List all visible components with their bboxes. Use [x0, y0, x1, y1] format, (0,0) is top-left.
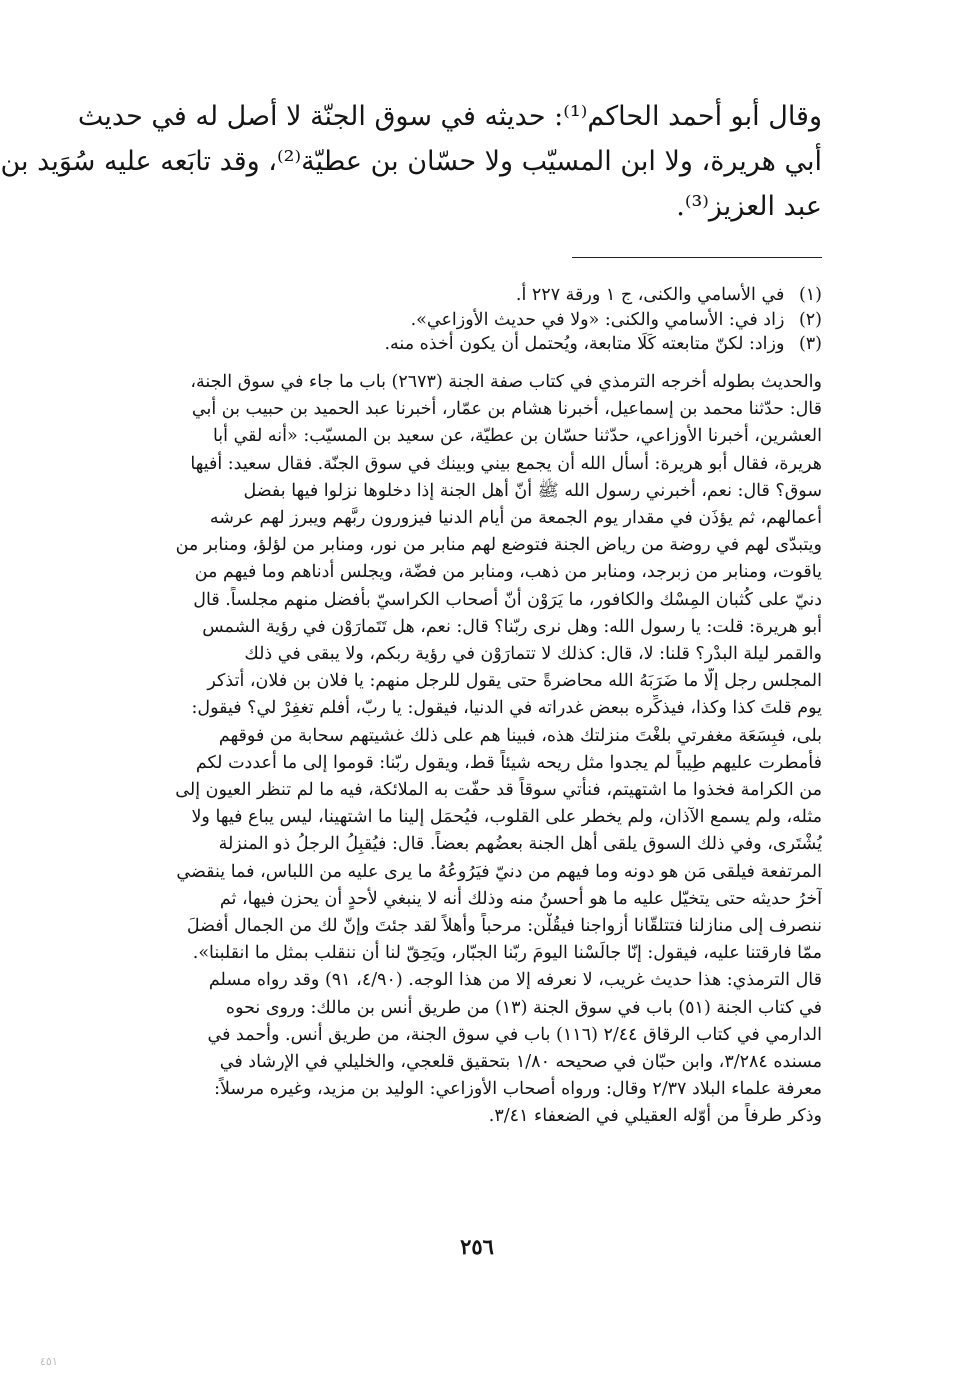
main-paragraph — [0, 94, 822, 229]
footnotes — [108, 283, 822, 357]
margin-mark: ٤٥١ — [40, 1355, 58, 1368]
main-line: عبد العزيز⁽³⁾. — [676, 191, 822, 222]
body-line: الدارمي في كتاب الرقاق ٢/٤٤ (١١٦) باب في سوق الجنة، من طريق أنس. وأحمد في — [207, 1024, 822, 1045]
footnote-number: (١) — [798, 285, 822, 305]
footnote-text: زاد في: الأسامي والكنى: «ولا في حديث الأوزاعي». — [410, 309, 785, 330]
body-line: المرتفعة فيلقى مَن هو دونه وما فيهم من دنيّ فيَرُوعُهُ ما يرى عليه من اللباس، فما ينقضي — [176, 861, 822, 882]
footnote-text: في الأسامي والكنى، ج ١ ورقة ٢٢٧ أ. — [515, 285, 785, 305]
footnote-number: (٣) — [798, 334, 822, 354]
footnote-2 — [108, 308, 822, 333]
footnote-text: وزاد: لكنّ متابعته كَلَا متابعة، ويُحتمل أن يكون أخذه منه. — [384, 334, 785, 354]
hadith-note-paragraph — [108, 369, 822, 1131]
body-line: فأمطرت عليهم طِيباً لم يجدوا مثل ريحه شيئاً قط، ويقول ربّنا: قوموا إلى ما أعددت لكم — [195, 752, 822, 773]
body-line: ياقوت، ومنابر من زبرجد، ومنابر من ذهب، ومنابر من فضّة، ويجلس أدناهم وما فيهم من — [194, 562, 822, 583]
body-line: يوم قلتَ كذا وكذا، فيذكِّره ببعض غدراته في الدنيا، فيقول: يا ربّ، أفلم تغفِرْ لي؟ فيقول: — [191, 698, 822, 719]
body-line: قال الترمذي: هذا حديث غريب، لا نعرفه إلا من هذا الوجه. (٤/٩٠، ٩١) وقد رواه مسلم — [208, 970, 822, 991]
body-line: في كتاب الجنة (٥١) باب في سوق الجنة (١٣) من طريق أنس بن مالك: وروى نحوه — [225, 997, 822, 1018]
body-line: مثله، ولم يسمع الآذان، ولم يخطر على القلوب، فيُحمَل إلينا ما اشتهينا، ليس يباع فيها ولا — [191, 807, 822, 828]
footnote-3 — [108, 332, 822, 357]
body-line: والحديث بطوله أخرجه الترمذي في كتاب صفة الجنة (٢٦٧٣) باب ما جاء في سوق الجنة، — [190, 372, 822, 392]
body-line: من الكرامة فخذوا ما اشتهيتم، فنأتي سوقاً قد حفّت به الملائكة، فيه ما لم تنظر العيون إلى — [175, 780, 822, 801]
footnote-number: (٢) — [798, 309, 822, 330]
body-line: العشرين، أخبرنا الأوزاعي، حدّثنا حسّان بن عطيّة، عن سعيد بن المسيّب: «أنه لقي أبا — [212, 426, 822, 447]
body-line: بلى، فبِسَعَة مغفرتي بلغْتَ منزلتك هذه، فبينا هم على ذلك غشيتهم سحابة من فوقهم — [218, 725, 822, 746]
body-line: ممّا فارقتنا عليه، فيقول: إنّا جالَسْنا اليومَ ربّنا الجبّار، ويَحِقّ لنا أن ننقلب بمثل ما انقلبنا». — [192, 943, 822, 964]
body-line: يُشْتَرى، وفي ذلك السوق يلقى أهل الجنة بعضُهم بعضاً. قال: فيُقبِلُ الرجلُ ذو المنزلة — [218, 834, 822, 855]
body-line: هريرة، فقال أبو هريرة: أسأل الله أن يجمع بيني وبينك في سوق الجنّة. فقال سعيد: أفيها — [190, 453, 822, 474]
body-line: ننصرف إلى منازلنا فتتلقّانا أزواجنا فيقُلْن: مرحباً وأهلاً لقد جئتَ وإنّ لك من الجمال أفضلَ — [186, 916, 822, 937]
body-line: المجلس رجل إلّا ما ضَرَبَهُ الله محاضرةً حتى يقول للرجل منهم: يا فلان بن فلان، أتذكر — [207, 671, 822, 692]
body-line: وذكر طرفاً من أوّله العقيلي في الضعفاء ٣/٤١. — [488, 1106, 822, 1127]
body-line: آخرُ حديثه حتى يتخيّل عليه ما هو أحسنُ منه وذلك أنه لا ينبغي لأحدٍ أن يحزن فيها، ثم — [219, 888, 822, 909]
page-number: ٢٥٦ — [460, 1234, 494, 1259]
body-line: قال: حدّثنا محمد بن إسماعيل، أخبرنا هشام بن عمّار، أخبرنا عبد الحميد بن حبيب بن أبي — [191, 399, 822, 420]
body-line: والقمر ليلة البدْر؟ قلنا: لا، قال: كذلك لا تتمارَوْن في رؤية ربكم، ولا يبقى في ذلك — [244, 644, 822, 665]
body-line: دنيّ على كُثبان المِسْك والكافور، ما يَرَوْن أنّ أصحاب الكراسيّ بأفضل منهم مجلساً. قال — [193, 589, 822, 610]
main-line: أبي هريرة، ولا ابن المسيّب ولا حسّان بن عطيّة⁽²⁾، وقد تابَعه عليه سُوَيد بن — [0, 146, 822, 177]
body-line: معرفة علماء البلاد ٢/٣٧ وقال: ورواه أصحاب الأوزاعي: الوليد بن مزيد، وغيره مرسلاً: — [214, 1079, 822, 1100]
body-line: أعمالهم، ثم يؤذَن في مقدار يوم الجمعة من أيام الدنيا فيزورون ربَّهم ويبرز لهم عرشه — [209, 508, 822, 529]
body-line: ويتبدّى لهم في روضة من رياض الجنة فتوضع لهم منابر من نور، ومنابر من لؤلؤ، ومنابر من — [175, 535, 822, 556]
body-line: أبو هريرة: قلت: يا رسول الله: وهل نرى ربّنا؟ قال: نعم، هل تَتَمارَوْن في رؤية الشمس — [202, 616, 822, 637]
body-line: سوق؟ قال: نعم، أخبرني رسول الله ﷺ أنّ أهل الجنة إذا دخلوها نزلوا فيها بفضل — [243, 480, 822, 501]
body-line: مسنده ٣/٢٨٤، وابن حبّان في صحيحه ١/٨٠ بتحقيق قلعجي، والخليلي في الإرشاد في — [219, 1052, 822, 1073]
main-line: وقال أبو أحمد الحاكم⁽¹⁾: حديثه في سوق الجنّة لا أصل له في حديث — [77, 101, 822, 132]
footnote-1 — [108, 283, 822, 308]
footnote-separator — [572, 257, 822, 258]
